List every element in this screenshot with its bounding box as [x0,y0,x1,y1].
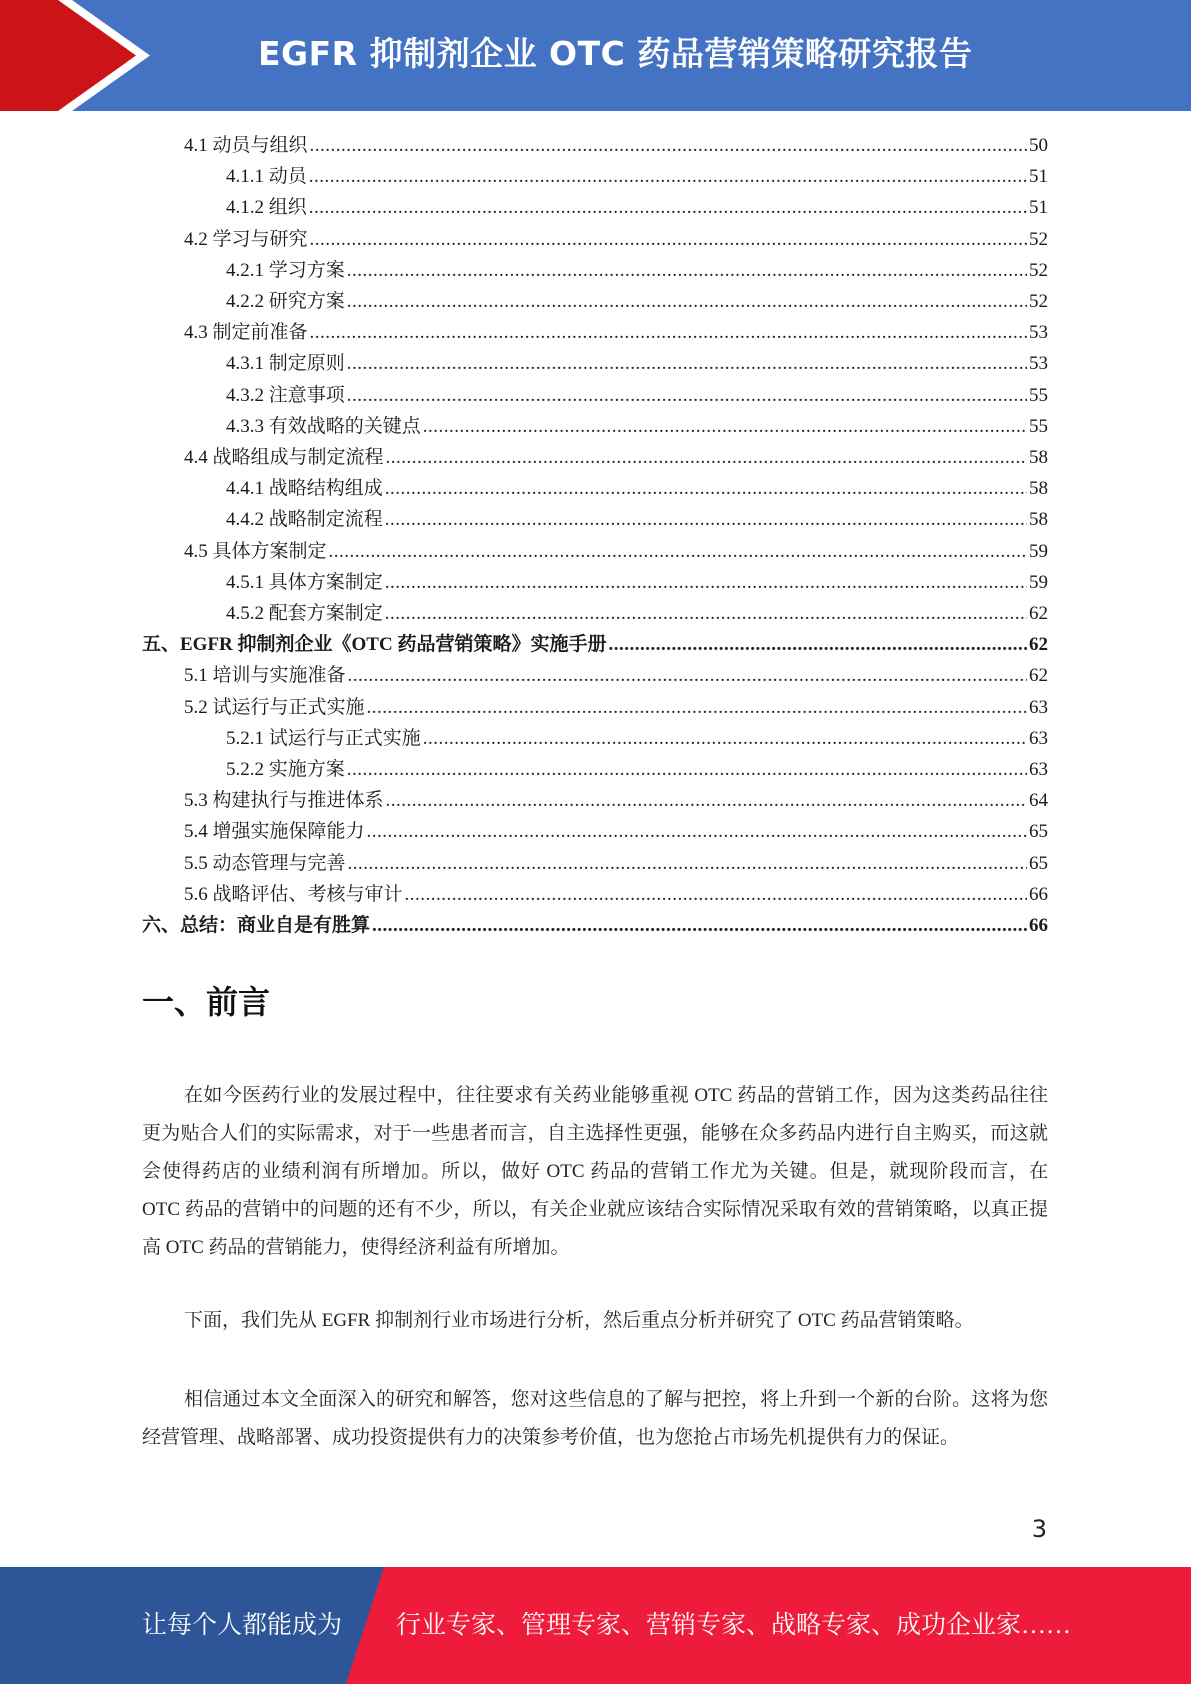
toc-entry[interactable] [226,284,1048,315]
toc-leader-dots [309,195,1027,221]
toc-entry-title: 5.5 动态管理与完善 [184,852,346,874]
toc-entry[interactable] [184,534,1048,565]
toc-leader-dots [348,663,1027,689]
toc-entry-page: 51 [1029,166,1048,188]
toc-entry[interactable] [226,159,1048,190]
toc-entry-page: 62 [1029,634,1048,656]
toc-entry-page: 52 [1029,291,1048,312]
toc-leader-dots [310,320,1027,346]
toc-leader-dots [347,258,1027,284]
toc-entry-title: 4.2 学习与研究 [184,228,308,250]
toc-leader-dots [347,351,1027,377]
toc-entry-page: 59 [1029,540,1048,562]
toc-entry[interactable] [184,658,1048,689]
toc-entry-page: 65 [1029,821,1048,843]
toc-entry[interactable] [226,346,1048,377]
body-paragraph: 在如今医药行业的发展过程中，往往要求有关药业能够重视 OTC 药品的营销工作，因为这类药品往往更为贴合人们的实际需求，对于一些患者而言，自主选择性更强，能够在众多药品内进行自主购买，而这就会使得药店的业绩利润有所增加。所以，做好 OTC 药品的营销工作尤为关键。但是，就现阶段而言，在 OTC 药品的营销中的问题的还有不少，所以，有关企业就应该结合实际情况采取有效的营销策略，以真正提高 OTC 药品的营销能力，使得经济利益有所增加。 [142,1085,1048,1258]
toc-leader-dots [310,227,1027,253]
toc-entry-title: 4.5.1 具体方案制定 [226,571,383,593]
toc-entry[interactable] [184,222,1048,253]
report-title: EGFR 抑制剂企业 OTC 药品营销策略研究报告 [258,34,973,73]
toc-leader-dots [385,601,1027,627]
page-number: 3 [1031,1515,1047,1543]
toc-leader-dots [423,726,1027,752]
page-footer [0,1567,1191,1684]
toc-leader-dots [385,507,1027,533]
toc-entry-title: 4.1 动员与组织 [184,135,308,156]
toc-entry-title: 5.3 构建执行与推进体系 [184,790,384,812]
toc-entry-title: 5.6 战略评估、考核与审计 [184,883,403,905]
toc-entry-title: 4.4.2 战略制定流程 [226,509,383,531]
toc-leader-dots [310,133,1027,159]
toc-entry-page: 55 [1029,415,1048,437]
toc-entry-title: 4.4 战略组成与制定流程 [184,447,384,468]
toc-entry[interactable] [184,783,1048,814]
toc-entry-page: 62 [1029,603,1048,624]
toc-entry-title: 5.1 培训与实施准备 [184,665,346,687]
toc-entry-page: 58 [1029,447,1048,468]
toc-entry[interactable] [142,908,1048,939]
toc-entry-title: 5.2.1 试运行与正式实施 [226,727,421,749]
toc-entry[interactable] [184,440,1048,471]
toc-entry[interactable] [184,128,1048,159]
toc-leader-dots [309,164,1027,190]
toc-entry-page: 64 [1029,790,1048,812]
toc-entry-page: 59 [1029,571,1048,593]
toc-leader-dots [367,695,1027,721]
header-chevron-graphic [0,0,160,111]
toc-leader-dots [608,632,1027,658]
toc-entry-page: 58 [1029,478,1048,500]
toc-entry-title: 4.2.1 学习方案 [226,259,345,281]
toc-entry-page: 52 [1029,259,1048,281]
toc-entry-title: 5.4 增强实施保障能力 [184,821,365,843]
toc-entry[interactable] [226,565,1048,596]
toc-entry[interactable] [226,190,1048,221]
toc-entry-page: 63 [1029,759,1048,780]
toc-leader-dots [372,913,1027,939]
toc-entry[interactable] [184,846,1048,877]
toc-entry-title: 4.1.2 组织 [226,197,307,219]
toc-leader-dots [347,289,1027,315]
toc-entry-page: 62 [1029,665,1048,687]
toc-leader-dots [347,383,1027,409]
toc-entry-title: 4.5.2 配套方案制定 [226,603,383,624]
body-paragraph: 相信通过本文全面深入的研究和解答，您对这些信息的了解与把控，将上升到一个新的台阶。这将为您经营管理、战略部署、成功投资提供有力的决策参考价值，也为您抢占市场先机提供有力的保证。 [142,1389,1048,1448]
toc-leader-dots [385,476,1027,502]
toc-leader-dots [386,445,1027,471]
toc-entry[interactable] [184,690,1048,721]
toc-entry-page: 50 [1029,135,1048,156]
toc-entry[interactable] [226,502,1048,533]
toc-entry-title: 4.3 制定前准备 [184,322,308,344]
toc-entry-page: 53 [1029,322,1048,344]
toc-leader-dots [329,539,1027,565]
toc-entry-page: 65 [1029,852,1048,874]
toc-entry-title: 4.5 具体方案制定 [184,540,327,562]
footer-slogan-left: 让每个人都能成为 [142,1612,343,1639]
toc-entry[interactable] [226,596,1048,627]
toc-entry[interactable] [184,877,1048,908]
toc-entry-title: 六、总结：商业自是有胜算 [142,915,371,936]
toc-entry-page: 63 [1029,727,1048,749]
toc-entry[interactable] [184,814,1048,845]
toc-leader-dots [423,414,1027,440]
toc-entry-title: 4.3.1 制定原则 [226,353,345,375]
toc-leader-dots [386,788,1027,814]
section-heading: 一、前言 [142,983,271,1021]
toc-entry-title: 4.3.3 有效战略的关键点 [226,415,421,437]
toc-entry[interactable] [226,378,1048,409]
toc-entry[interactable] [226,253,1048,284]
toc-entry-title: 4.2.2 研究方案 [226,291,345,312]
toc-entry-page: 52 [1029,228,1048,250]
toc-entry[interactable] [226,721,1048,752]
toc-entry-page: 53 [1029,353,1048,375]
toc-entry-page: 66 [1029,915,1048,936]
toc-entry[interactable] [142,627,1048,658]
page-header [0,0,1191,111]
toc-entry-page: 66 [1029,883,1048,905]
toc-leader-dots [348,851,1027,877]
toc-entry-page: 58 [1029,509,1048,531]
toc-entry-title: 4.1.1 动员 [226,166,307,188]
toc-entry-page: 55 [1029,384,1048,406]
toc-entry-page: 51 [1029,197,1048,219]
toc-entry[interactable] [184,315,1048,346]
toc-entry-title: 五、EGFR 抑制剂企业《OTC 药品营销策略》实施手册 [142,634,607,656]
toc-entry-title: 4.3.2 注意事项 [226,384,345,406]
toc-entry-title: 5.2.2 实施方案 [226,759,345,780]
toc-leader-dots [405,882,1027,908]
toc-leader-dots [347,757,1027,783]
toc-entry-title: 5.2 试运行与正式实施 [184,696,365,718]
toc-entry-title: 4.4.1 战略结构组成 [226,478,383,500]
footer-slogan-right: 行业专家、管理专家、营销专家、战略专家、成功企业家…… [396,1612,1072,1639]
toc-entry[interactable] [226,409,1048,440]
toc-entry[interactable] [226,752,1048,783]
toc-entry[interactable] [226,471,1048,502]
toc-leader-dots [385,570,1027,596]
body-paragraph: 下面，我们先从 EGFR 抑制剂行业市场进行分析，然后重点分析并研究了 OTC 药品营销策略。 [184,1310,974,1331]
toc-leader-dots [367,819,1027,845]
toc-entry-page: 63 [1029,696,1048,718]
